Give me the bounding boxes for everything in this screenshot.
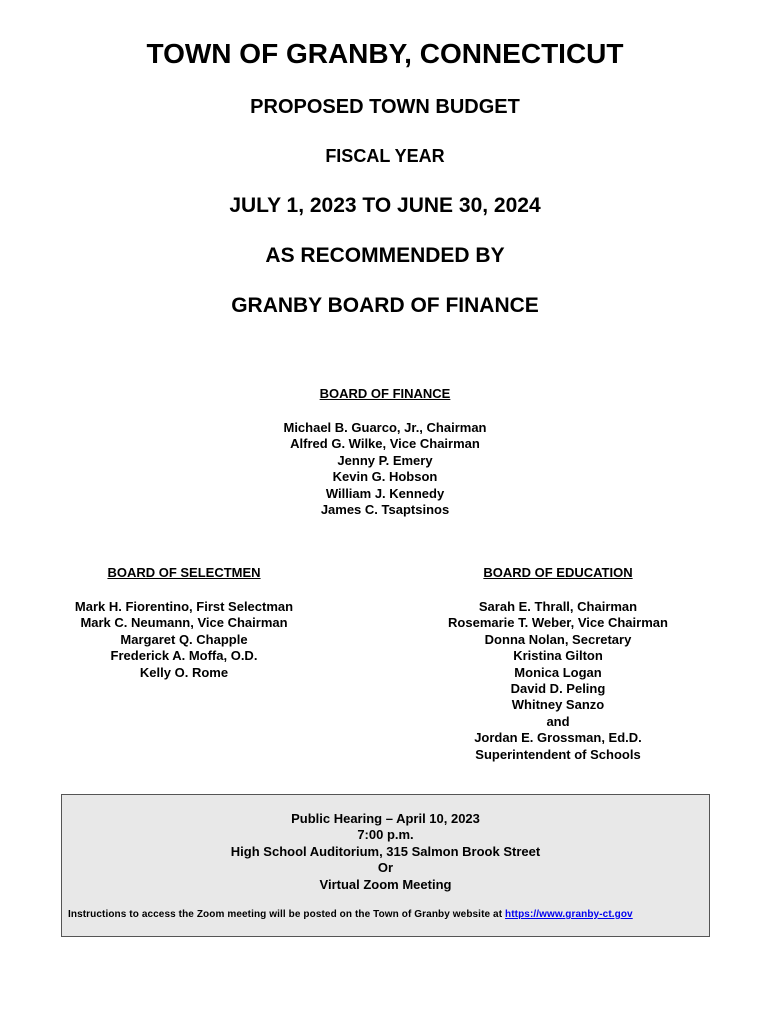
- member-name: Mark H. Fiorentino, First Selectman: [74, 599, 294, 614]
- hearing-time: 7:00 p.m.: [357, 827, 414, 843]
- town-website-link[interactable]: https://www.granby-ct.gov: [505, 909, 633, 920]
- board-of-selectmen-section: [50, 565, 318, 681]
- member-name: Monica Logan: [514, 664, 602, 680]
- board-of-finance-heading: BOARD OF FINANCE: [319, 386, 451, 401]
- member-name: David D. Peling: [510, 681, 606, 697]
- board-of-finance-section: [0, 386, 770, 518]
- member-name: James C. Tsaptsinos: [320, 502, 450, 518]
- board-of-education-section: [420, 565, 696, 763]
- board-of-selectmen-heading: BOARD OF SELECTMEN: [107, 565, 261, 580]
- public-hearing-box: [61, 794, 710, 937]
- member-name: Donna Nolan, Secretary: [484, 631, 632, 647]
- fiscal-year-label: FISCAL YEAR: [325, 146, 445, 166]
- recommended-by-label: AS RECOMMENDED BY: [265, 244, 505, 267]
- member-conjunction: and: [546, 713, 570, 729]
- fiscal-year-dates: JULY 1, 2023 TO JUNE 30, 2024: [229, 194, 541, 217]
- hearing-date: Public Hearing – April 10, 2023: [291, 811, 480, 826]
- board-of-finance-title: GRANBY BOARD OF FINANCE: [231, 294, 539, 317]
- board-of-education-members: [420, 599, 696, 763]
- member-name: Mark C. Neumann, Vice Chairman: [80, 615, 288, 631]
- member-name: Jordan E. Grossman, Ed.D.: [474, 730, 642, 746]
- member-name: Margaret Q. Chapple: [120, 631, 248, 647]
- document-title: TOWN OF GRANBY, CONNECTICUT: [146, 38, 624, 69]
- member-name: Michael B. Guarco, Jr., Chairman: [283, 420, 487, 435]
- member-name: Whitney Sanzo: [511, 697, 605, 713]
- member-name: Alfred G. Wilke, Vice Chairman: [290, 436, 480, 452]
- member-name: William J. Kennedy: [325, 485, 445, 501]
- board-of-education-heading: BOARD OF EDUCATION: [483, 565, 633, 580]
- member-name: Kristina Gilton: [513, 648, 603, 664]
- member-name: Rosemarie T. Weber, Vice Chairman: [448, 615, 668, 631]
- member-name: Jenny P. Emery: [337, 452, 433, 468]
- hearing-or: Or: [377, 860, 394, 876]
- member-name: Kevin G. Hobson: [332, 469, 438, 485]
- member-title: Superintendent of Schools: [475, 746, 641, 762]
- hearing-location: High School Auditorium, 315 Salmon Brook Street: [230, 843, 541, 859]
- board-of-finance-members: [0, 420, 770, 518]
- member-name: Frederick A. Moffa, O.D.: [110, 648, 258, 664]
- hearing-virtual: Virtual Zoom Meeting: [319, 876, 452, 892]
- budget-title: PROPOSED TOWN BUDGET: [250, 96, 520, 118]
- member-name: Kelly O. Rome: [139, 664, 229, 680]
- board-of-selectmen-members: [50, 599, 318, 681]
- zoom-instructions-text: Instructions to access the Zoom meeting will be posted on the Town of Granby website at: [68, 909, 503, 920]
- member-name: Sarah E. Thrall, Chairman: [478, 599, 638, 614]
- zoom-instructions: [68, 909, 708, 920]
- public-hearing-details: [62, 811, 709, 893]
